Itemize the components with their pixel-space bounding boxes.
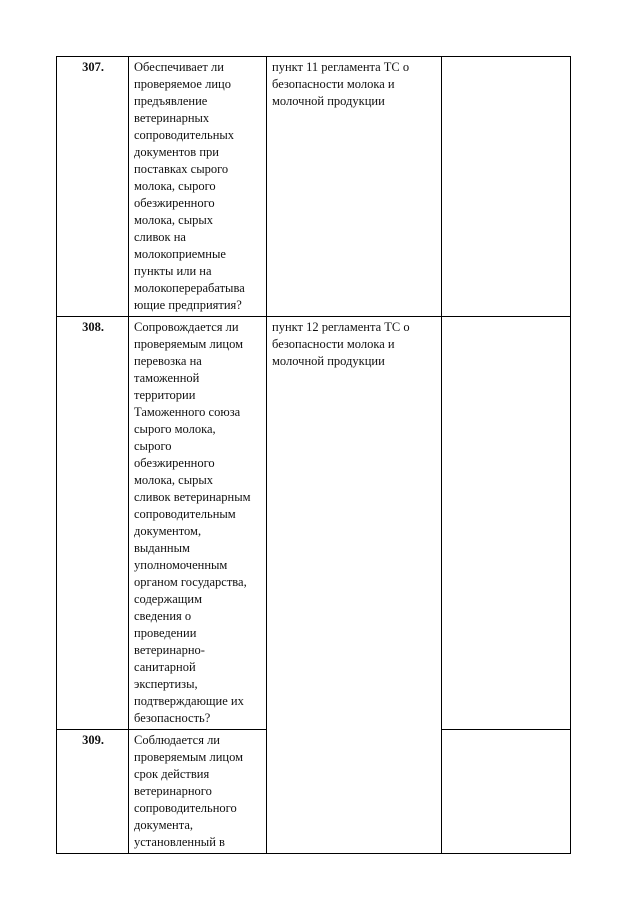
notes-cell	[442, 317, 571, 730]
table-row	[57, 317, 571, 730]
regulation-reference: пункт 11 регламента ТС о безопасности молока и молочной продукции	[267, 57, 442, 317]
regulation-reference: пункт 12 регламента ТС о безопасности молока и молочной продукции	[267, 317, 442, 854]
notes-cell	[442, 730, 571, 854]
notes-cell	[442, 57, 571, 317]
table-row	[57, 57, 571, 317]
row-number: 309.	[57, 730, 129, 854]
question-text: Соблюдается ли проверяемым лицом срок действия ветеринарного сопроводительного документа, установленный в	[129, 730, 267, 854]
checklist-table	[56, 56, 571, 854]
row-number: 308.	[57, 317, 129, 730]
row-number: 307.	[57, 57, 129, 317]
question-text: Обеспечивает ли проверяемое лицо предъявление ветеринарных сопроводительных документов при поставках сырого молока, сырого обезжиренного молока, сырых сливок на молокоприемные пункты или на молокоперерабатыва ющие предприятия?	[129, 57, 267, 317]
question-text: Сопровождается ли проверяемым лицом перевозка на таможенной территории Таможенного союза сырого молока, сырого обезжиренного молока, сырых сливок ветеринарным сопроводительным документом, выданным уполномоченным органом государства, содержащим сведения о проведении ветеринарно- санитарной экспертизы, подтверждающие их безопасность?	[129, 317, 267, 730]
